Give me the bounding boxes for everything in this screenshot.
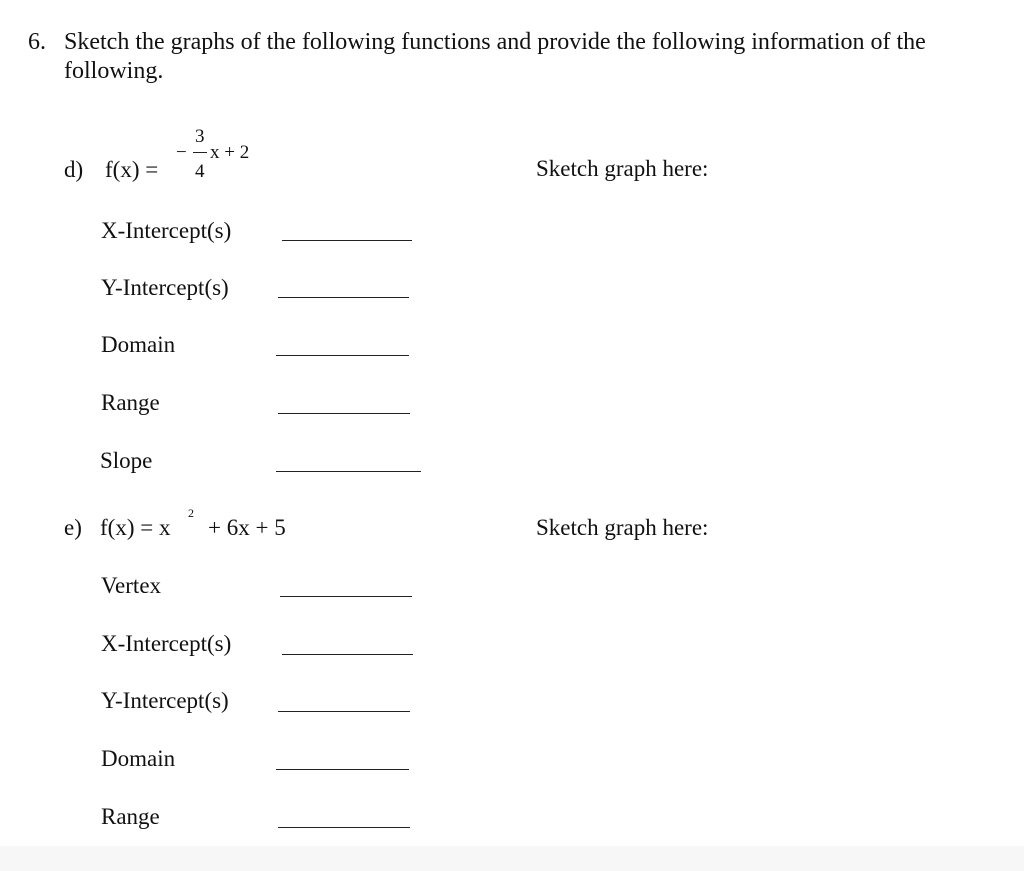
part-e-domain-blank[interactable]: [276, 769, 409, 770]
part-d-minus-sign: −: [176, 142, 187, 163]
part-d-y-intercept-label: Y-Intercept(s): [101, 275, 229, 300]
part-d-slope-blank[interactable]: [276, 471, 421, 472]
part-d-fraction-bar: [193, 152, 207, 153]
part-e-vertex-blank[interactable]: [280, 596, 412, 597]
part-d-x-intercept-blank[interactable]: [282, 240, 412, 241]
part-d-numerator: 3: [195, 126, 205, 147]
part-d-x-intercept-label: X-Intercept(s): [101, 218, 232, 243]
part-e-letter: e): [64, 515, 82, 540]
part-e-y-intercept-label: Y-Intercept(s): [101, 688, 229, 713]
part-d-denominator: 4: [195, 161, 205, 182]
part-e-rest: + 6x + 5: [208, 515, 286, 540]
question-number: 6.: [28, 29, 46, 55]
part-d-range-blank[interactable]: [278, 413, 410, 414]
part-e-exponent: 2: [188, 506, 194, 520]
part-d-domain-label: Domain: [101, 332, 176, 357]
part-e-lhs: f(x) = x: [100, 515, 171, 540]
part-e-vertex-label: Vertex: [101, 573, 162, 598]
part-e-range-blank[interactable]: [278, 827, 410, 828]
part-e-x-intercept-blank[interactable]: [282, 654, 413, 655]
part-e-y-intercept-blank[interactable]: [278, 711, 410, 712]
part-d-range-label: Range: [101, 390, 160, 415]
part-d-domain-blank[interactable]: [276, 355, 409, 356]
part-d-y-intercept-blank[interactable]: [278, 297, 409, 298]
part-d-sketch-label: Sketch graph here:: [536, 156, 709, 181]
part-e-range-label: Range: [101, 804, 160, 829]
part-d-rest: x + 2: [210, 142, 250, 163]
part-d-slope-label: Slope: [100, 448, 153, 473]
part-d-lhs: f(x) =: [105, 157, 159, 182]
part-e-domain-label: Domain: [101, 746, 176, 771]
part-e-x-intercept-label: X-Intercept(s): [101, 631, 232, 656]
question-text-line-1: Sketch the graphs of the following functions and provide the following information of the: [64, 29, 926, 55]
question-text-line-2: following.: [64, 58, 164, 84]
part-d-letter: d): [64, 157, 84, 182]
bottom-strip: [0, 846, 1024, 871]
part-e-sketch-label: Sketch graph here:: [536, 515, 709, 540]
